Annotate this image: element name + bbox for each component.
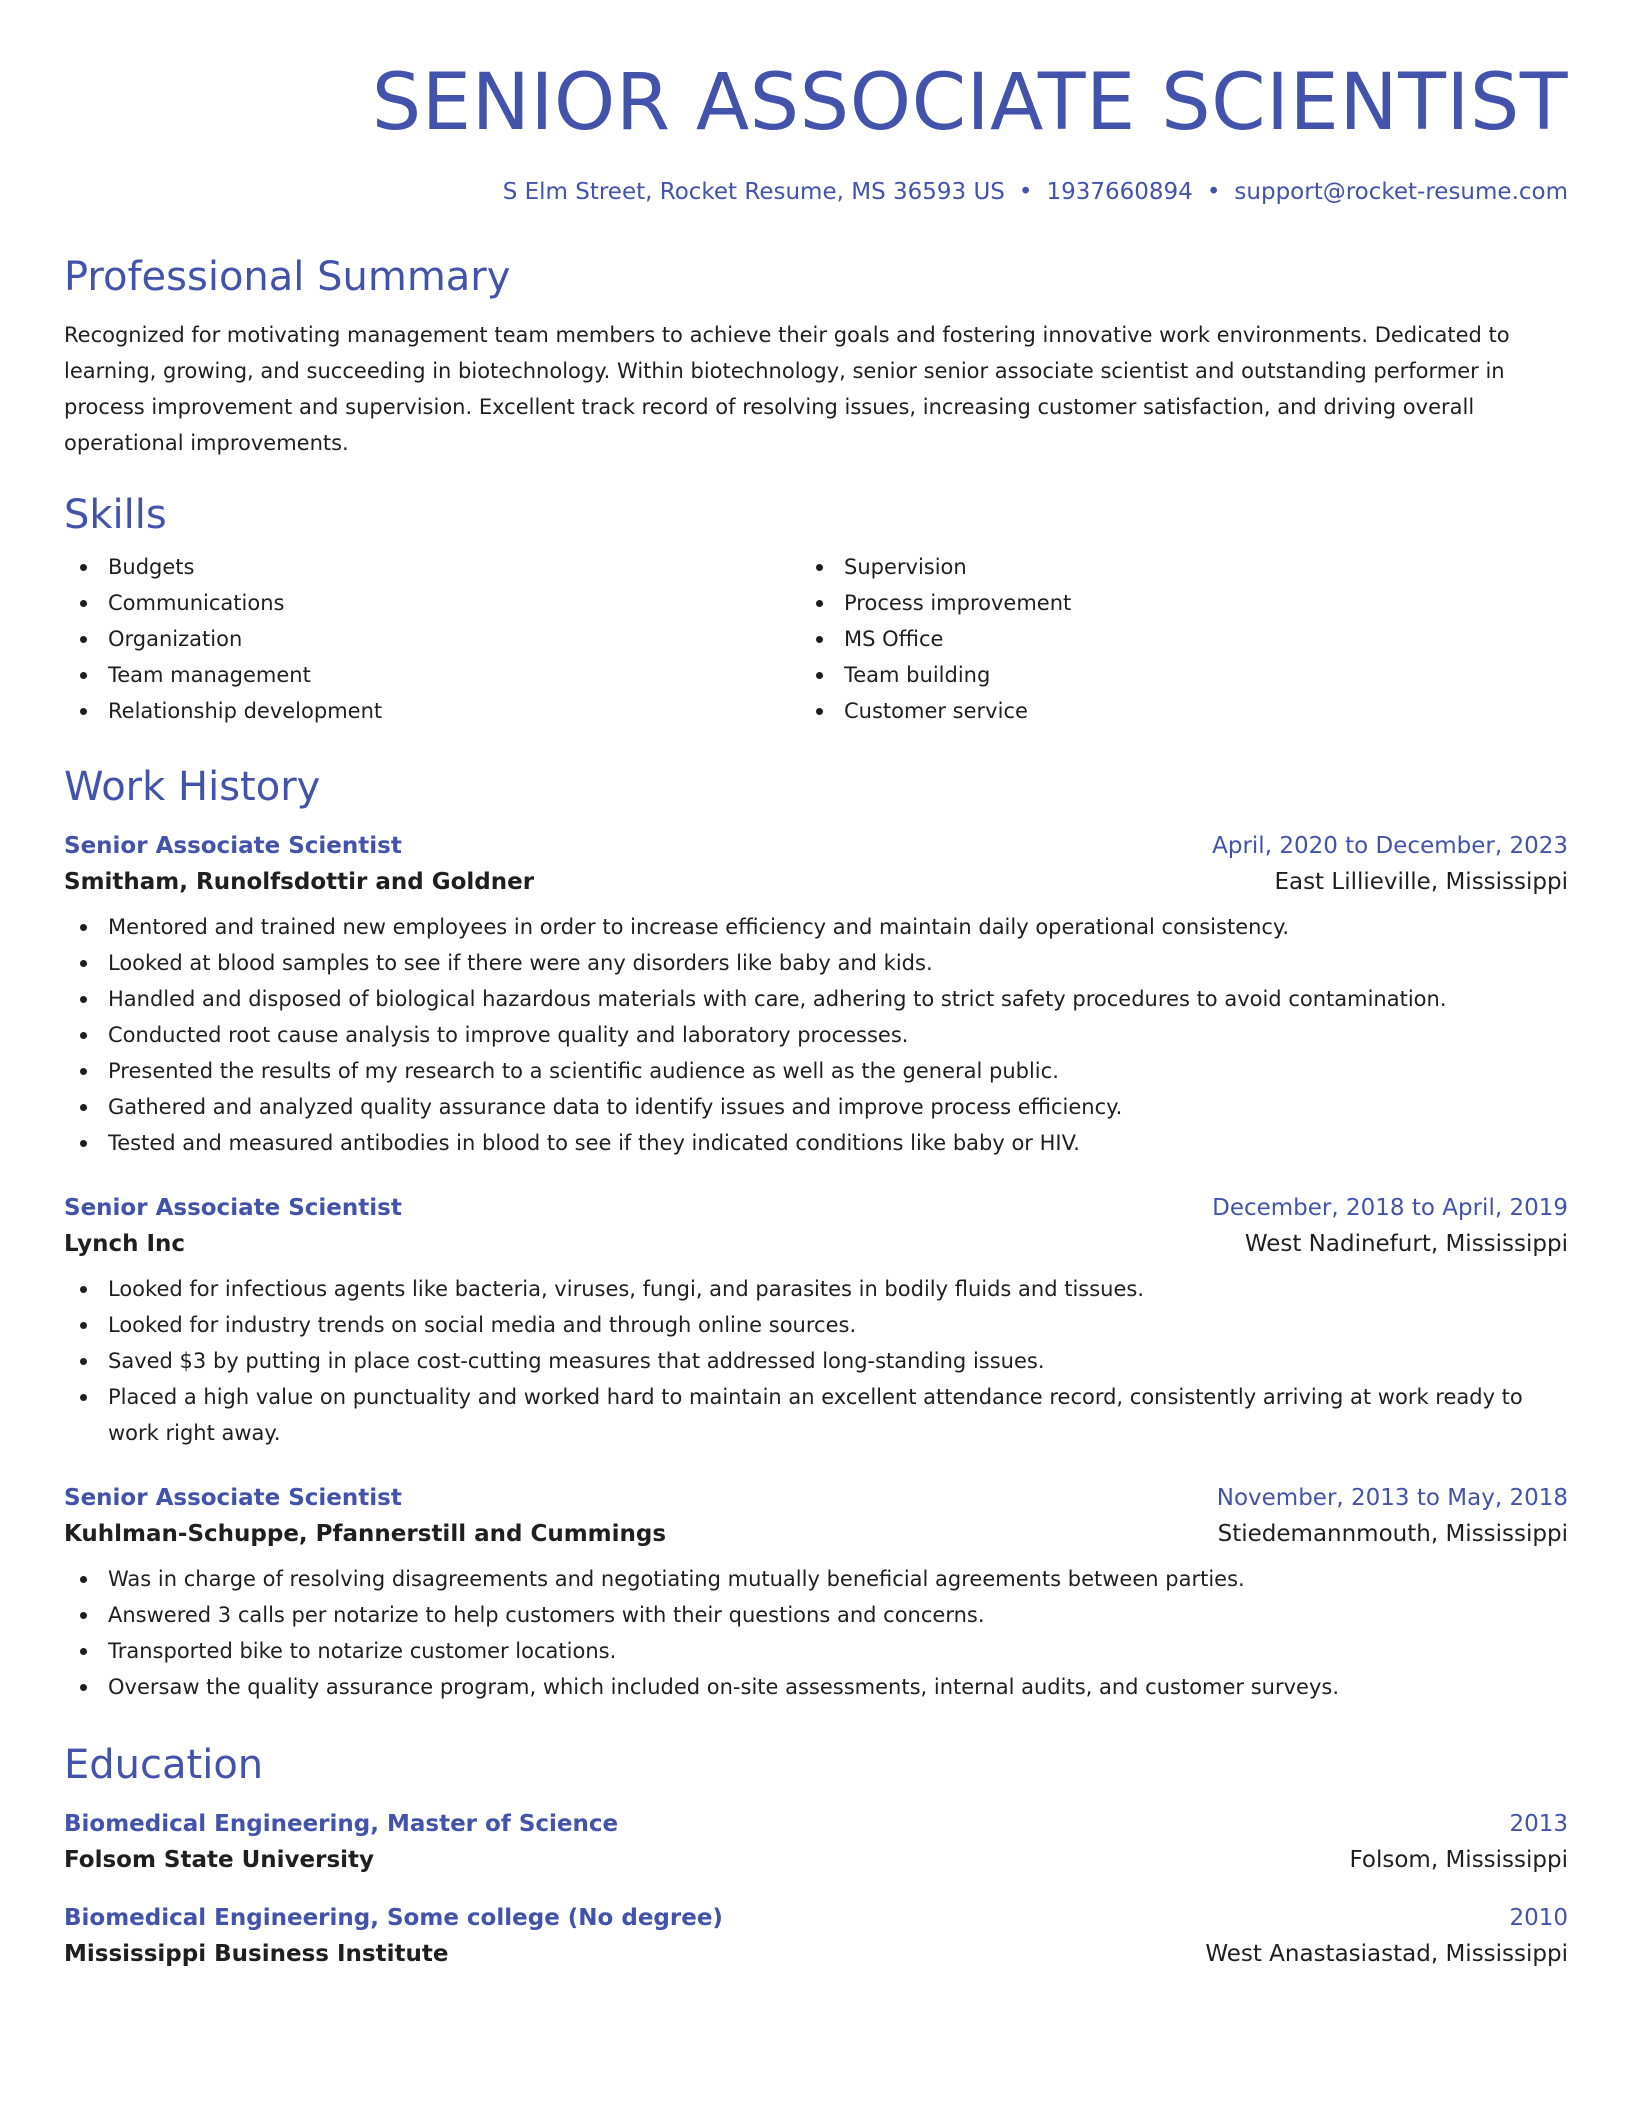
bullet-icon (80, 996, 87, 1003)
bullet-icon (80, 924, 87, 931)
bullet-icon (80, 1358, 87, 1365)
job-company-row (64, 1231, 1568, 1257)
job-bullet (64, 1561, 1568, 1597)
job-header-row (64, 833, 1568, 859)
job-dates: November, 2013 to May, 2018 (1216, 1485, 1568, 1511)
skill-label: Supervision (844, 555, 967, 579)
work-history-section (64, 763, 1568, 1705)
skills-column-right (800, 549, 1536, 729)
job-bullet (64, 1343, 1568, 1379)
job-bullets (64, 909, 1568, 1161)
job-bullet (64, 1053, 1568, 1089)
job-dates: December, 2018 to April, 2019 (1212, 1195, 1568, 1221)
job-bullet (64, 1089, 1568, 1125)
education-degree: Biomedical Engineering, Master of Science (64, 1811, 619, 1837)
job-bullets (64, 1561, 1568, 1705)
skill-item (800, 549, 1536, 585)
bullet-icon (80, 1322, 87, 1329)
bullet-icon (80, 600, 87, 607)
job-bullet (64, 945, 1568, 981)
job-company-row (64, 1521, 1568, 1547)
job-company: Smitham, Runolfsdottir and Goldner (64, 869, 535, 895)
bullet-icon (80, 1576, 87, 1583)
skill-label: Organization (108, 627, 243, 651)
education-year: 2010 (1509, 1905, 1568, 1931)
education-school: Folsom State University (64, 1847, 375, 1873)
education-location: Folsom, Mississippi (1349, 1847, 1568, 1873)
job-bullet (64, 981, 1568, 1017)
summary-heading: Professional Summary (64, 254, 511, 300)
job-role: Senior Associate Scientist (64, 1195, 402, 1221)
job-bullet-text: Looked at blood samples to see if there were any disorders like baby and kids. (108, 951, 933, 975)
job-bullet-text: Tested and measured antibodies in blood to see if they indicated conditions like baby or HIV. (108, 1131, 1080, 1155)
job-bullets (64, 1271, 1568, 1451)
skill-item (800, 621, 1536, 657)
skills-grid (64, 549, 1568, 729)
job-bullet-text: Conducted root cause analysis to improve quality and laboratory processes. (108, 1023, 909, 1047)
contact-separator: • (1206, 179, 1221, 205)
contact-separator: • (1018, 179, 1033, 205)
education-school-row (64, 1847, 1568, 1873)
contact-email[interactable]: support@rocket-resume.com (1234, 179, 1568, 205)
bullet-icon (80, 1032, 87, 1039)
job-company: Kuhlman-Schuppe, Pfannerstill and Cummings (64, 1521, 667, 1547)
job-bullet-text: Answered 3 calls per notarize to help customers with their questions and concerns. (108, 1603, 985, 1627)
bullet-icon (80, 564, 87, 571)
education-entry (64, 1905, 1568, 1967)
education-degree: Biomedical Engineering, Some college (No degree) (64, 1905, 723, 1931)
summary-text: Recognized for motivating management team members to achieve their goals and fostering innovative work environments. Dedicated to learning, growing, and succeeding in biotechnology. Within biotechnology, senior senior associate scientist and outstanding performer in process improvement and supervision. Excellent track record of resolving issues, increasing customer satisfaction, and driving overall operational improvements. (64, 323, 1510, 455)
skill-item (800, 585, 1536, 621)
bullet-icon (80, 1612, 87, 1619)
work-history-heading: Work History (64, 764, 321, 810)
bullet-icon (80, 1684, 87, 1691)
education-year: 2013 (1509, 1811, 1568, 1837)
education-header-row (64, 1811, 1568, 1837)
bullet-icon (816, 708, 823, 715)
job-location: Stiedemannmouth, Mississippi (1217, 1521, 1568, 1547)
education-entry (64, 1811, 1568, 1873)
bullet-icon (816, 600, 823, 607)
job-role: Senior Associate Scientist (64, 833, 402, 859)
job-company-row (64, 869, 1568, 895)
bullet-icon (80, 1394, 87, 1401)
job-dates: April, 2020 to December, 2023 (1212, 833, 1568, 859)
contact-address: S Elm Street, Rocket Resume, MS 36593 US (502, 179, 1005, 205)
job-bullet (64, 1125, 1568, 1161)
bullet-icon (816, 636, 823, 643)
skill-label: MS Office (844, 627, 944, 651)
job-entry (64, 833, 1568, 1161)
bullet-icon (80, 1648, 87, 1655)
job-bullet (64, 1633, 1568, 1669)
skill-item (64, 621, 800, 657)
contact-phone[interactable]: 1937660894 (1046, 179, 1193, 205)
summary-section (64, 253, 1568, 461)
skill-item (64, 657, 800, 693)
bullet-icon (80, 636, 87, 643)
bullet-icon (816, 672, 823, 679)
bullet-icon (80, 1286, 87, 1293)
job-entry (64, 1485, 1568, 1705)
education-section (64, 1741, 1568, 1967)
bullet-icon (80, 960, 87, 967)
job-bullet-text: Handled and disposed of biological hazardous materials with care, adhering to strict safety procedures to avoid contamination. (108, 987, 1447, 1011)
job-bullet (64, 1271, 1568, 1307)
job-company: Lynch Inc (64, 1231, 186, 1257)
job-role: Senior Associate Scientist (64, 1485, 402, 1511)
job-bullet (64, 1307, 1568, 1343)
skill-item (800, 693, 1536, 729)
bullet-icon (80, 672, 87, 679)
job-bullet (64, 909, 1568, 945)
bullet-icon (80, 1068, 87, 1075)
bullet-icon (80, 1140, 87, 1147)
job-bullet-text: Placed a high value on punctuality and worked hard to maintain an excellent attendance record, consistently arriving at work ready to work right away. (108, 1385, 1523, 1445)
job-location: East Lillieville, Mississippi (1274, 869, 1568, 895)
education-heading: Education (64, 1742, 264, 1788)
education-header-row (64, 1905, 1568, 1931)
contact-line (64, 179, 1568, 205)
resume-header (64, 55, 1568, 205)
job-bullet-text: Mentored and trained new employees in order to increase efficiency and maintain daily operational consistency. (108, 915, 1290, 939)
job-bullet (64, 1017, 1568, 1053)
bullet-icon (80, 708, 87, 715)
job-bullet-text: Was in charge of resolving disagreements and negotiating mutually beneficial agreements between parties. (108, 1567, 1245, 1591)
skill-label: Team building (844, 663, 991, 687)
job-header-row (64, 1485, 1568, 1511)
education-school-row (64, 1941, 1568, 1967)
skill-item (64, 693, 800, 729)
job-header-row (64, 1195, 1568, 1221)
job-bullet-text: Presented the results of my research to a scientific audience as well as the general public. (108, 1059, 1059, 1083)
job-bullet-text: Looked for industry trends on social media and through online sources. (108, 1313, 857, 1337)
skill-item (64, 585, 800, 621)
skill-label: Process improvement (844, 591, 1072, 615)
bullet-icon (816, 564, 823, 571)
skill-label: Customer service (844, 699, 1028, 723)
job-bullet-text: Gathered and analyzed quality assurance data to identify issues and improve process efficiency. (108, 1095, 1123, 1119)
skill-label: Team management (108, 663, 311, 687)
job-bullet-text: Oversaw the quality assurance program, which included on-site assessments, internal audits, and customer surveys. (108, 1675, 1340, 1699)
job-bullet (64, 1379, 1568, 1451)
skills-heading: Skills (64, 492, 167, 538)
education-location: West Anastasiastad, Mississippi (1205, 1941, 1568, 1967)
job-bullet-text: Looked for infectious agents like bacteria, viruses, fungi, and parasites in bodily fluids and tissues. (108, 1277, 1145, 1301)
bullet-icon (80, 1104, 87, 1111)
resume-title: SENIOR ASSOCIATE SCIENTIST (371, 58, 1568, 148)
skill-item (64, 549, 800, 585)
skill-label: Budgets (108, 555, 195, 579)
job-location: West Nadinefurt, Mississippi (1244, 1231, 1568, 1257)
job-bullet (64, 1597, 1568, 1633)
job-bullet-text: Transported bike to notarize customer locations. (108, 1639, 617, 1663)
skill-label: Relationship development (108, 699, 383, 723)
skill-item (800, 657, 1536, 693)
skill-label: Communications (108, 591, 285, 615)
job-entry (64, 1195, 1568, 1451)
job-bullet-text: Saved $3 by putting in place cost-cutting measures that addressed long-standing issues. (108, 1349, 1045, 1373)
skills-column-left (64, 549, 800, 729)
job-bullet (64, 1669, 1568, 1705)
skills-section (64, 491, 1568, 729)
education-school: Mississippi Business Institute (64, 1941, 449, 1967)
